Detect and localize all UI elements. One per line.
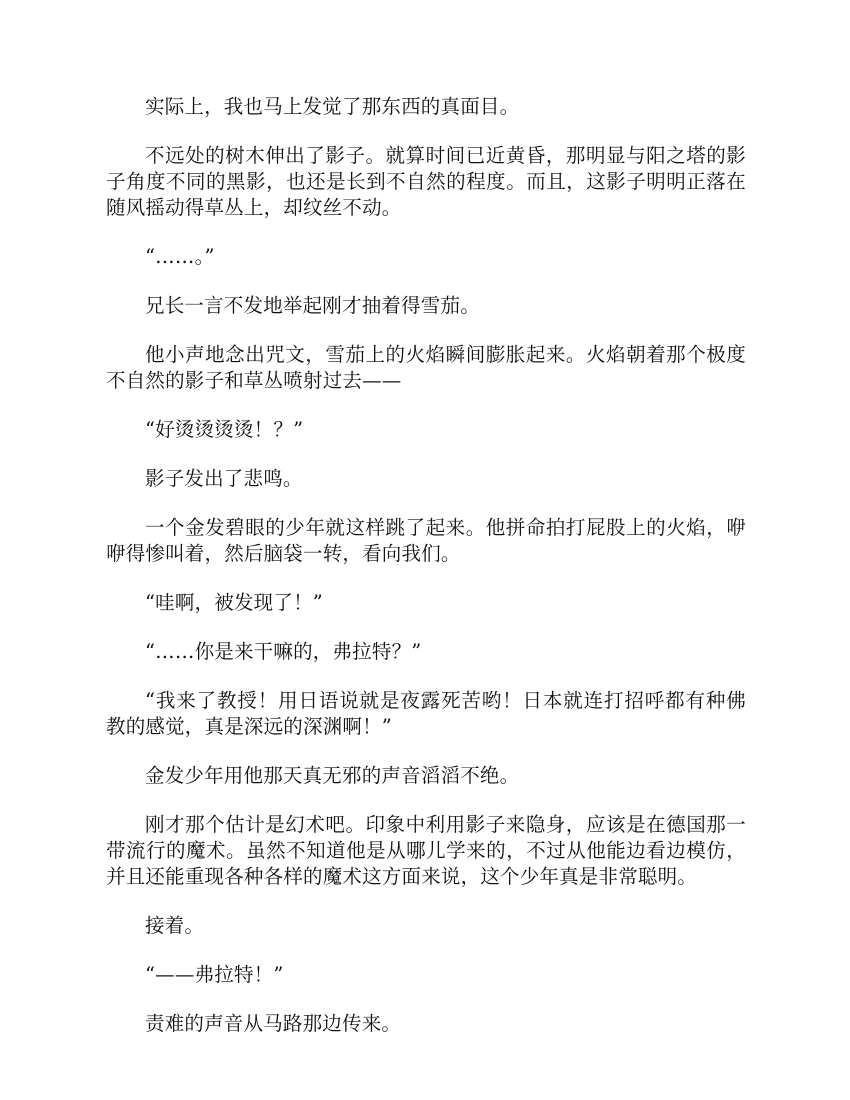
paragraph: 接着。 — [145, 914, 205, 937]
paragraph: 责难的声音从马路那边传来。 — [145, 1012, 402, 1035]
paragraph: “好烫烫烫烫！？” — [145, 418, 304, 441]
paragraph: 刚才那个估计是幻术吧。印象中利用影子来隐身，应该是在德国那一带流行的魔术。虽然不知道他是从哪儿学来的，不过从他能边看边模仿，并且还能重现各种各样的魔术这方面来说，这个少年真是非常聪明。 — [106, 813, 746, 888]
paragraph: “……。” — [145, 245, 215, 268]
paragraph: 他小声地念出咒文，雪茄上的火焰瞬间膨胀起来。火焰朝着那个极度不自然的影子和草丛喷射过去—— — [106, 343, 746, 392]
paragraph: 金发少年用他那天真无邪的声音滔滔不绝。 — [145, 764, 520, 787]
paragraph: 不远处的树木伸出了影子。就算时间已近黄昏，那明显与阳之塔的影子角度不同的黑影，也还是长到不自然的程度。而且，这影子明明正落在随风摇动得草丛上，却纹丝不动。 — [106, 144, 746, 219]
paragraph: 影子发出了悲鸣。 — [145, 467, 303, 490]
body-text — [106, 94, 746, 1060]
paragraph: “我来了教授！用日语说就是夜露死苦哟！日本就连打招呼都有种佛教的感觉，真是深远的深渊啊！” — [106, 689, 746, 738]
paragraph: 一个金发碧眼的少年就这样跳了起来。他拼命拍打屁股上的火焰，咿咿得惨叫着，然后脑袋一转，看向我们。 — [106, 516, 746, 565]
paragraph: “……你是来干嘛的，弗拉特？” — [145, 640, 422, 663]
paragraph: 实际上，我也马上发觉了那东西的真面目。 — [145, 95, 520, 118]
paragraph: “哇啊，被发现了！” — [145, 591, 323, 614]
paragraph: “——弗拉特！” — [145, 963, 284, 986]
paragraph: 兄长一言不发地举起刚才抽着得雪茄。 — [145, 294, 480, 317]
